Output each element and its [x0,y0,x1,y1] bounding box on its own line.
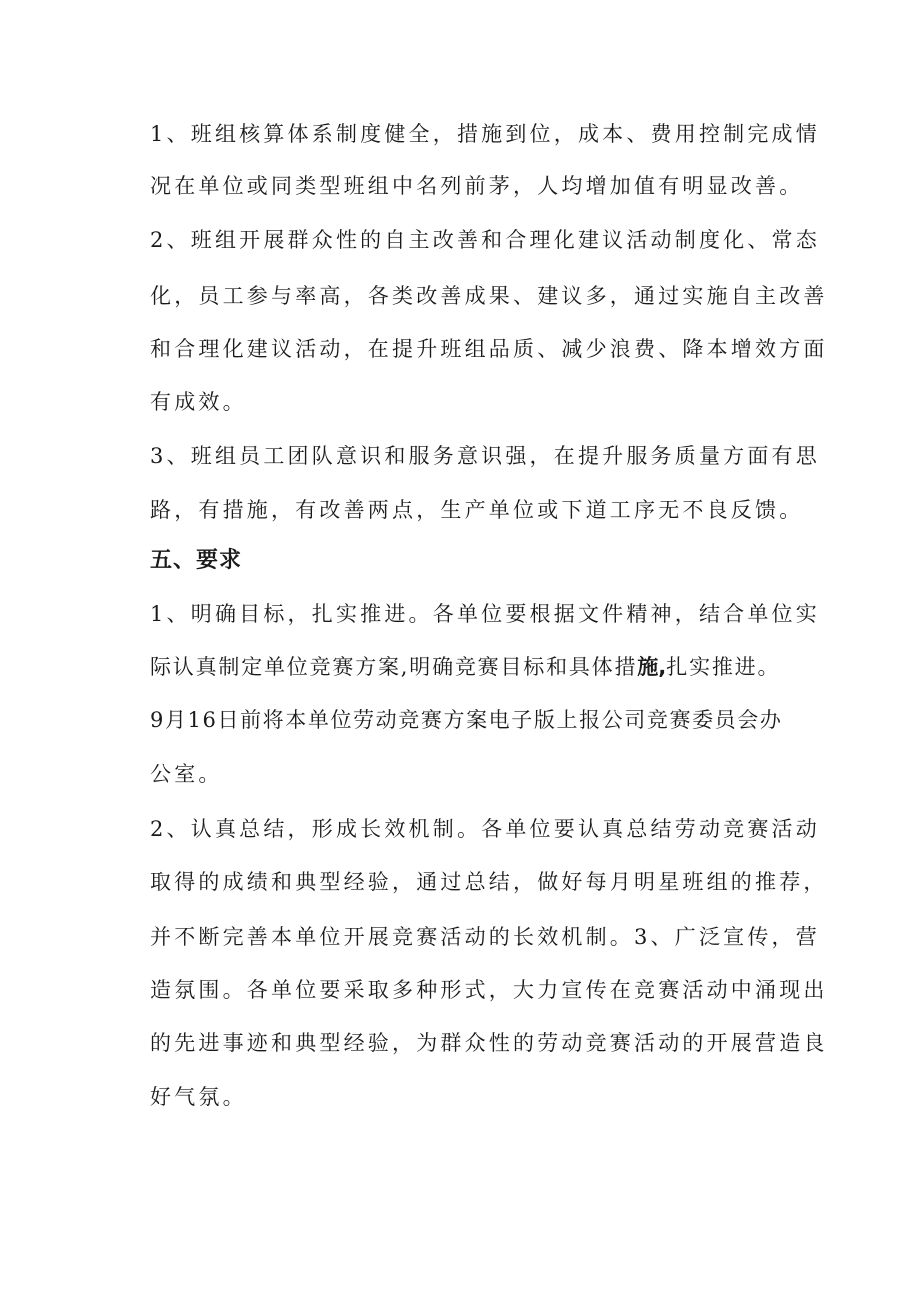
item1-line-2: 况在单位或同类型班组中名列前茅，人均增加值有明显改善。 [150,174,804,198]
item2-line-3: 和合理化建议活动，在提升班组品质、减少浪费、降本增效方面 [150,337,828,361]
req1-line-2-part-a: 际认真制定单位竞赛方案,明确竞赛目标和具体措 [150,655,638,679]
item3-line-2: 路，有措施，有改善两点，生产单位或下道工序无不良反馈。 [150,498,804,522]
req2-line-5: 的先进事迹和典型经验，为群众性的劳动竞赛活动的开展营造良 [150,1031,828,1055]
item2-line-1: 2、班组开展群众性的自主改善和合理化建议活动制度化、常态 [150,228,820,252]
req1-line-2-part-b: 扎实推进。 [666,655,781,679]
req2-line-6: 好气氛。 [150,1085,247,1109]
item1-line-1: 1、班组核算体系制度健全，措施到位，成本、费用控制完成情 [150,122,820,146]
req1-line-2-emphasis: 施, [637,655,667,679]
item2-line-4: 有成效。 [150,390,247,414]
req1-line-4: 公室。 [150,762,223,786]
item3-line-1: 3、班组员工团队意识和服务意识强，在提升服务质量方面有思 [150,444,820,468]
req2-line-4: 造氛围。各单位要采取多种形式，大力宣传在竞赛活动中涌现出 [150,978,828,1002]
req2-line-1: 2、认真总结，形成长效机制。各单位要认真总结劳动竞赛活动 [150,817,820,841]
section-heading: 五、要求 [150,548,243,573]
req1-line-3: 9月16日前将本单位劳动竞赛方案电子版上报公司竞赛委员会办 [150,708,783,732]
req1-line-2 [150,652,780,682]
req1-line-1: 1、明确目标，扎实推进。各单位要根据文件精神，结合单位实 [150,602,820,626]
req2-line-2: 取得的成绩和典型经验，通过总结，做好每月明星班组的推荐， [150,870,828,894]
item2-line-2: 化，员工参与率高，各类改善成果、建议多，通过实施自主改善 [150,284,828,308]
req2-line-3: 并不断完善本单位开展竞赛活动的长效机制。3、广泛宣传，营 [150,925,820,949]
